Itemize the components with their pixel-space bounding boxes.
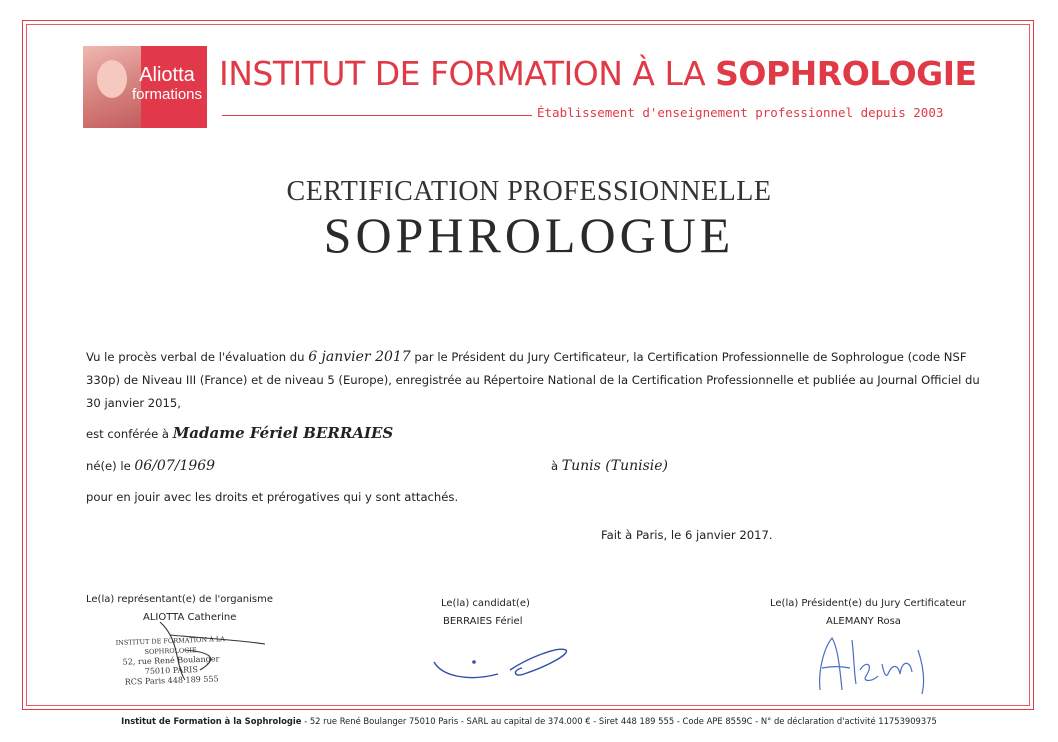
conferred-label: est conférée à xyxy=(86,427,173,441)
certificate-title: SOPHROLOGUE xyxy=(323,207,735,263)
jury-signature xyxy=(810,630,950,700)
exam-date: 6 janvier 2017 xyxy=(308,349,411,365)
birth-date-line xyxy=(86,458,215,474)
institute-subtitle: Établissement d'enseignement professionnel depuis 2003 xyxy=(537,105,944,120)
paragraph-rest: par le Président du Jury Certificateur, la Certification Professionnelle de Sophrologue (code NSF 330p) de Niveau III (France) et de niveau 5 (Europe), enregistrée au Répertoire National de la Certification Professionnelle et publiée au Journal Officiel du 30 janvier 2015, xyxy=(86,350,980,410)
aliotta-logo xyxy=(83,46,207,128)
institute-title-bold: SOPHROLOGIE xyxy=(715,54,977,93)
stamp-line-3: 75010 PARIS xyxy=(144,665,199,676)
logo-text-aliotta: Aliotta xyxy=(139,64,195,86)
jury-president-name: ALEMANY Rosa xyxy=(826,616,901,627)
stamp-line-2: 52, rue René Boulanger xyxy=(122,654,220,667)
stamp-line-4: RCS Paris 448 189 555 xyxy=(124,674,219,687)
candidate-name: BERRAIES Fériel xyxy=(443,616,523,627)
institute-title xyxy=(219,54,977,93)
birth-date: 06/07/1969 xyxy=(134,458,216,474)
birth-place: Tunis (Tunisie) xyxy=(561,458,668,474)
conferred-line xyxy=(86,424,393,442)
footer-company: Institut de Formation à la Sophrologie xyxy=(121,716,302,726)
org-signatory-name: ALIOTTA Catherine xyxy=(143,612,237,623)
certificate-paragraph xyxy=(86,346,986,415)
done-at-paris: Fait à Paris, le 6 janvier 2017. xyxy=(601,528,773,542)
stamp-line-1: INSTITUT DE FORMATION À LA SOPHROLOGIE xyxy=(115,635,226,656)
footer-details: - 52 rue René Boulanger 75010 Paris - SARL au capital de 374.000 € - Siret 448 189 555 - Code APE 8559C - N° de déclaration d'activité 11753909375 xyxy=(301,716,937,726)
candidate-signature xyxy=(428,640,588,700)
certificate-heading: CERTIFICATION PROFESSIONNELLE xyxy=(286,176,772,207)
org-signatory-label: Le(la) représentant(e) de l'organisme xyxy=(86,594,273,605)
place-label: à xyxy=(551,459,562,473)
born-label: né(e) le xyxy=(86,459,135,473)
rights-statement: pour en jouir avec les droits et prérogatives qui y sont attachés. xyxy=(86,490,459,504)
paragraph-start: Vu le procès verbal de l'évaluation du xyxy=(86,350,309,364)
recipient-name: Madame Fériel BERRAIES xyxy=(172,424,394,442)
candidate-label: Le(la) candidat(e) xyxy=(441,598,530,609)
org-signature xyxy=(90,610,290,690)
institute-title-regular: INSTITUT DE FORMATION À LA xyxy=(219,54,716,93)
institute-underline xyxy=(222,115,532,116)
footer-legal-info xyxy=(0,716,1058,726)
jury-president-label: Le(la) Président(e) du Jury Certificateur xyxy=(770,598,966,609)
birth-place-line xyxy=(551,458,668,474)
logo-face xyxy=(97,60,127,98)
logo-text-formations: formations xyxy=(131,86,203,103)
